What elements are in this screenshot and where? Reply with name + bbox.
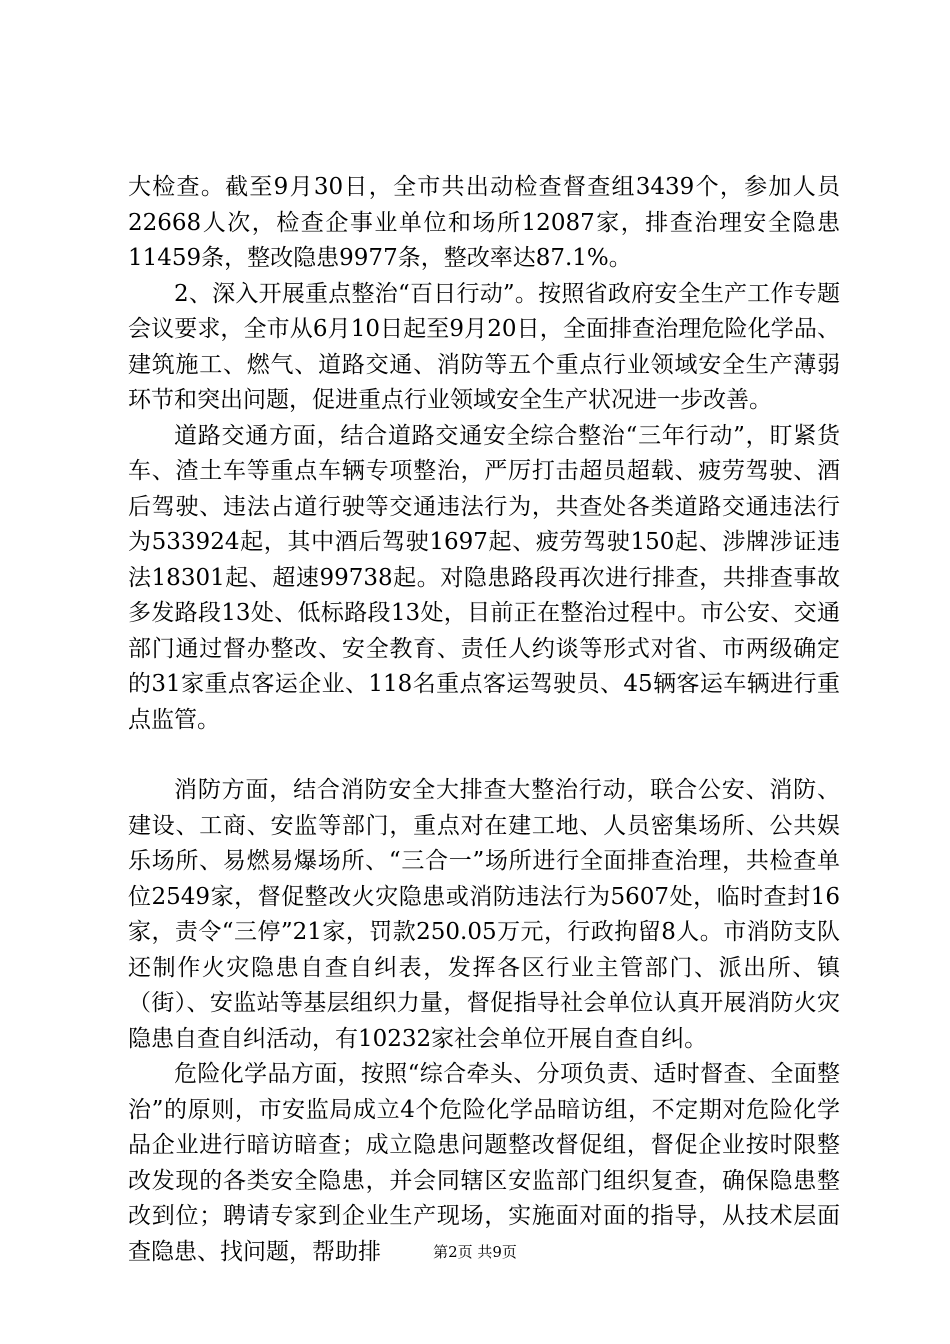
page-number-footer: 第2页 共9页 bbox=[433, 1243, 517, 1261]
paragraph-hazardous-chemicals: 危险化学品方面，按照“综合牵头、分项负责、适时督查、全面整治”的原则，市安监局成立4个危险化学品暗访组，不定期对危险化学品企业进行暗访暗查；成立隐患问题整改督促组，督促企业按时限整改发现的各类安全隐患，并会同辖区安监部门组织复查，确保隐患整改到位；聘请专家到企业生产现场，实施面对面的指导，从技术层面查隐患、找问题，帮助排 bbox=[128, 1061, 840, 1265]
paragraph-fire-safety: 消防方面，结合消防安全大排查大整治行动，联合公安、消防、建设、工商、安监等部门，重点对在建工地、人员密集场所、公共娱乐场所、易燃易爆场所、“三合一”场所进行全面排查治理，共检查单位2549家，督促整改火灾隐患或消防违法行为5607处，临时查封16家，责令“三停”21家，罚款250.05万元，行政拘留8人。市消防支队还制作火灾隐患自查自纠表，发挥各区行业主管部门、派出所、镇（街）、安监站等基层组织力量，督促指导社会单位认真开展消防火灾隐患自查自纠活动，有10232家社会单位开展自查自纠。 bbox=[128, 777, 840, 1052]
paragraph-road-traffic: 道路交通方面，结合道路交通安全综合整治“三年行动”，盯紧货车、渣土车等重点车辆专项整治，严厉打击超员超载、疲劳驾驶、酒后驾驶、违法占道行驶等交通违法行为，共查处各类道路交通违法行为533924起，其中酒后驾驶1697起、疲劳驾驶150起、涉牌涉证违法18301起、超速99738起。对隐患路段再次进行排查，共排查事故多发路段13处、低标路段13处，目前正在整治过程中。市公安、交通部门通过督办整改、安全教育、责任人约谈等形式对省、市两级确定的31家重点客运企业、118名重点客运驾驶员、45辆客运车辆进行重点监管。 bbox=[128, 422, 840, 733]
paragraph-hundred-day-action: 2、深入开展重点整治“百日行动”。按照省政府安全生产工作专题会议要求，全市从6月10日起至9月20日，全面排查治理危险化学品、建筑施工、燃气、道路交通、消防等五个重点行业领域安全生产薄弱环节和突出问题，促进重点行业领域安全生产状况进一步改善。 bbox=[128, 280, 840, 413]
paragraph-inspection-summary: 大检查。截至9月30日，全市共出动检查督查组3439个，参加人员22668人次，检查企事业单位和场所12087家，排查治理安全隐患11459条，整改隐患9977条，整改率达87.1%。 bbox=[128, 174, 840, 271]
document-body bbox=[128, 170, 840, 1270]
